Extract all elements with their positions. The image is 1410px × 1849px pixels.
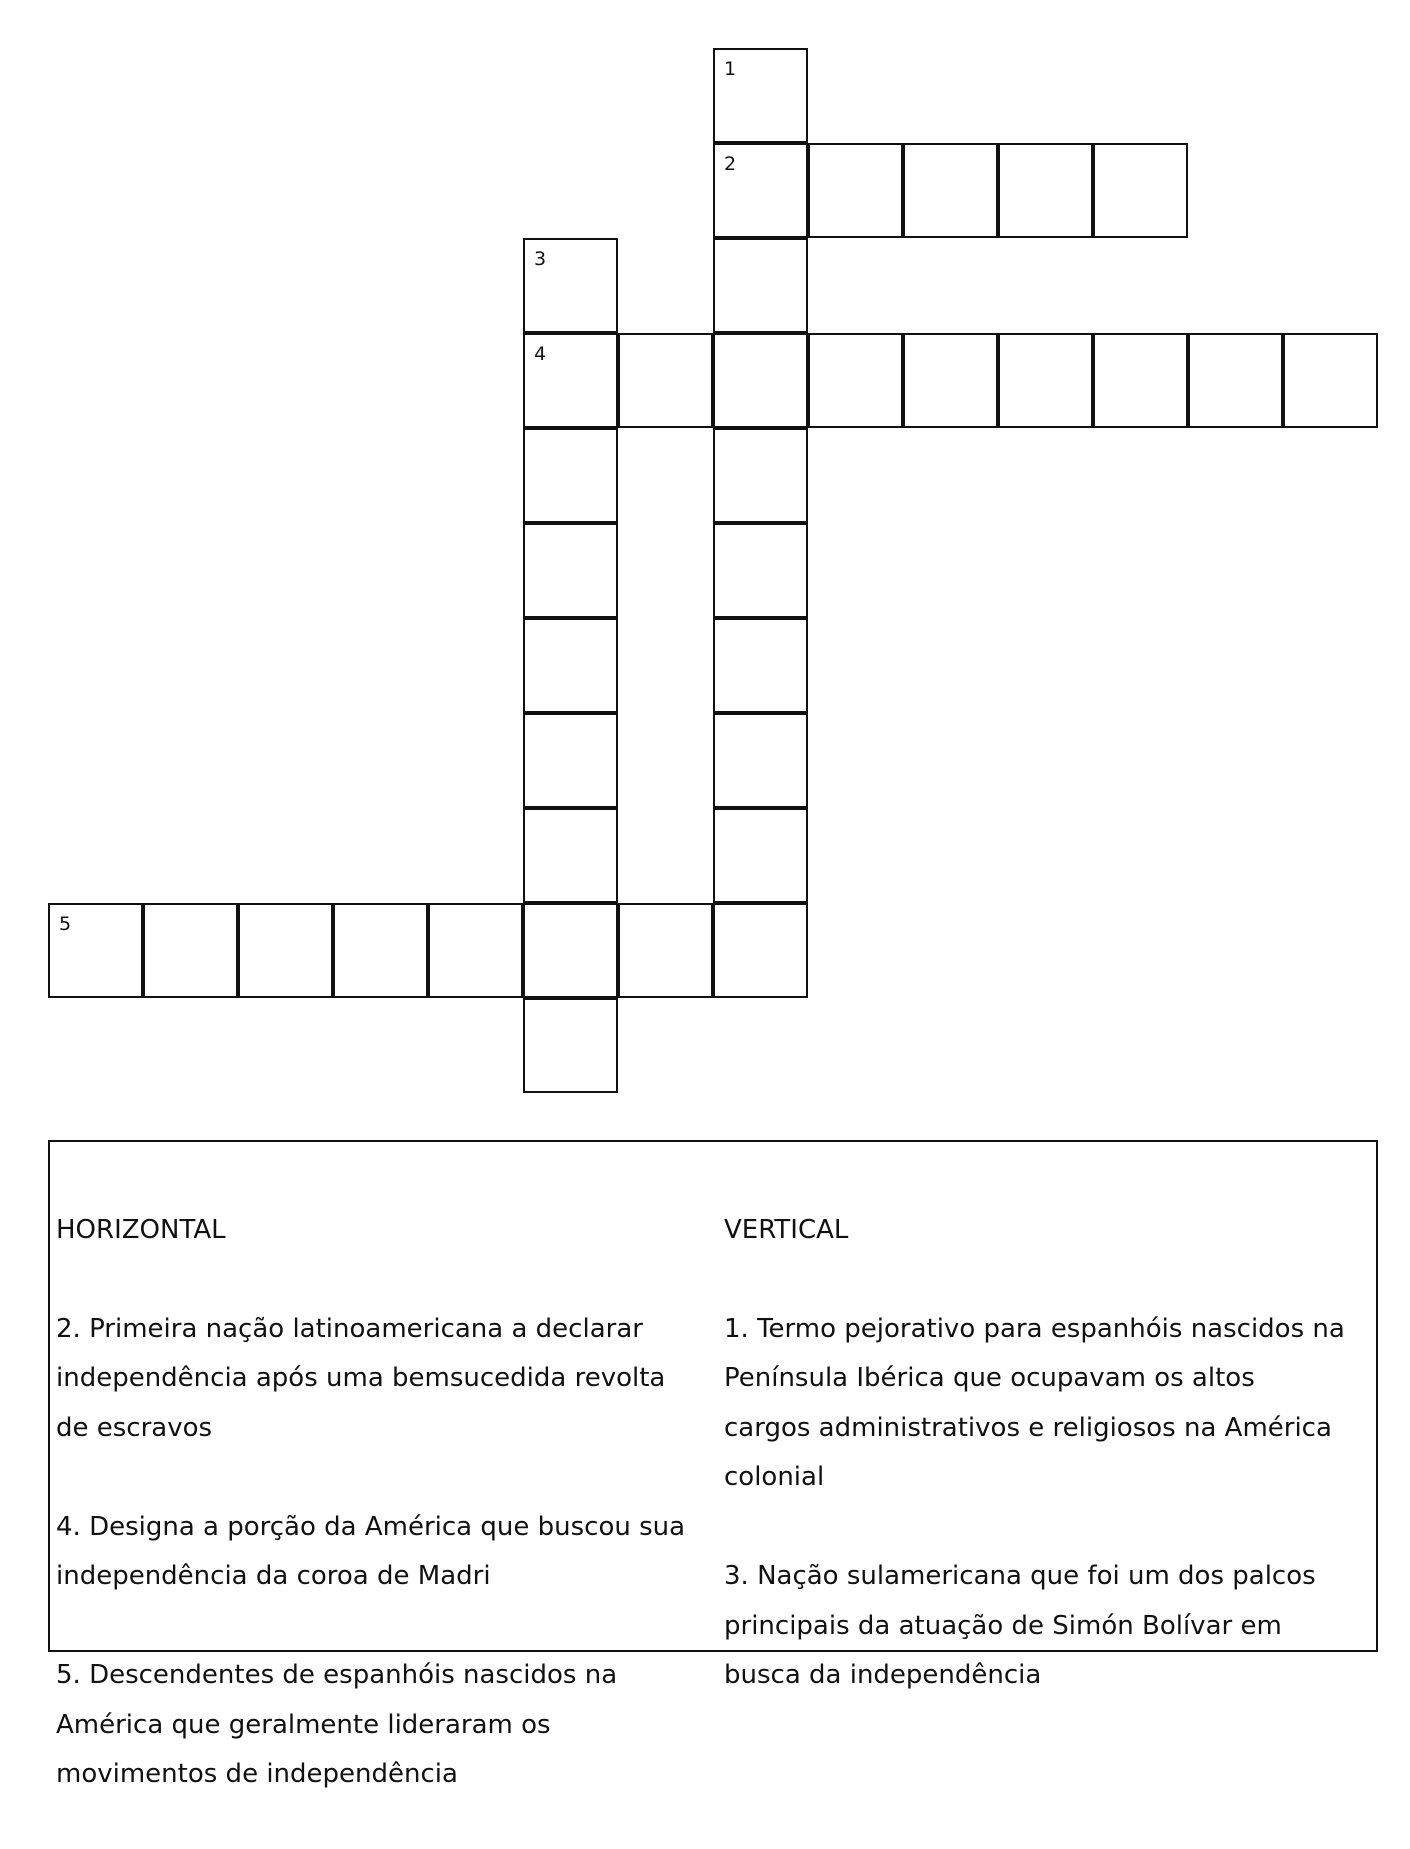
clue-number: 2 bbox=[724, 153, 737, 175]
clue-horizontal-4: 4. Designa a porção da América que buscou sua independência da coroa de Madri bbox=[56, 1511, 686, 1591]
crossword-cell[interactable] bbox=[1283, 333, 1378, 428]
crossword-cell[interactable] bbox=[998, 333, 1093, 428]
crossword-cell[interactable] bbox=[808, 333, 903, 428]
crossword-cell[interactable] bbox=[903, 143, 998, 238]
crossword-cell[interactable] bbox=[713, 428, 808, 523]
clue-vertical-1: 1. Termo pejorativo para espanhóis nascidos na Península Ibérica que ocupavam os altos cargos administrativos e religiosos na América colonial bbox=[724, 1313, 1345, 1492]
clue-horizontal-2: 2. Primeira nação latinoamericana a declarar independência após uma bemsucedida revolta de escravos bbox=[56, 1313, 666, 1443]
crossword-cell[interactable] bbox=[523, 618, 618, 713]
crossword-cell[interactable] bbox=[713, 618, 808, 713]
crossword-cell[interactable] bbox=[143, 903, 238, 998]
crossword-cell[interactable] bbox=[713, 143, 808, 238]
clue-horizontal-5: 5. Descendentes de espanhóis nascidos na América que geralmente lideraram os movimentos de independência bbox=[56, 1660, 618, 1789]
crossword-cell[interactable] bbox=[523, 903, 618, 998]
clue-number: 1 bbox=[724, 58, 737, 80]
crossword-cell[interactable] bbox=[48, 903, 143, 998]
crossword-cell[interactable] bbox=[713, 48, 808, 143]
crossword-cell[interactable] bbox=[713, 903, 808, 998]
crossword-cell[interactable] bbox=[618, 333, 713, 428]
crossword-cell[interactable] bbox=[998, 143, 1093, 238]
clue-number: 4 bbox=[534, 343, 547, 365]
crossword-cell[interactable] bbox=[713, 238, 808, 333]
clues-box bbox=[48, 1140, 1378, 1789]
crossword-cell[interactable] bbox=[523, 238, 618, 333]
crossword-cell[interactable] bbox=[523, 998, 618, 1093]
crossword-cell[interactable] bbox=[523, 523, 618, 618]
vertical-clues bbox=[724, 1156, 1374, 1750]
clue-number: 5 bbox=[59, 913, 72, 935]
crossword-cell[interactable] bbox=[428, 903, 523, 998]
crossword-cell[interactable] bbox=[523, 808, 618, 903]
crossword-cell[interactable] bbox=[238, 903, 333, 998]
crossword-cell[interactable] bbox=[713, 713, 808, 808]
crossword-cell[interactable] bbox=[523, 333, 618, 428]
crossword-cell[interactable] bbox=[1093, 143, 1188, 238]
crossword-cell[interactable] bbox=[523, 713, 618, 808]
crossword-cell[interactable] bbox=[713, 808, 808, 903]
crossword-cell[interactable] bbox=[333, 903, 428, 998]
horizontal-heading: HORIZONTAL bbox=[56, 1214, 226, 1245]
crossword-cell[interactable] bbox=[1093, 333, 1188, 428]
clue-number: 3 bbox=[534, 248, 547, 270]
vertical-heading: VERTICAL bbox=[724, 1214, 849, 1245]
crossword-cell[interactable] bbox=[1188, 333, 1283, 428]
horizontal-clues bbox=[56, 1156, 716, 1849]
crossword-cell[interactable] bbox=[713, 523, 808, 618]
crossword-cell[interactable] bbox=[523, 428, 618, 523]
crossword-cell[interactable] bbox=[618, 903, 713, 998]
crossword-cell[interactable] bbox=[713, 333, 808, 428]
crossword-cell[interactable] bbox=[808, 143, 903, 238]
clue-vertical-3: 3. Nação sulamericana que foi um dos palcos principais da atuação de Simón Bolívar em busca da independência bbox=[724, 1561, 1316, 1690]
crossword-cell[interactable] bbox=[903, 333, 998, 428]
